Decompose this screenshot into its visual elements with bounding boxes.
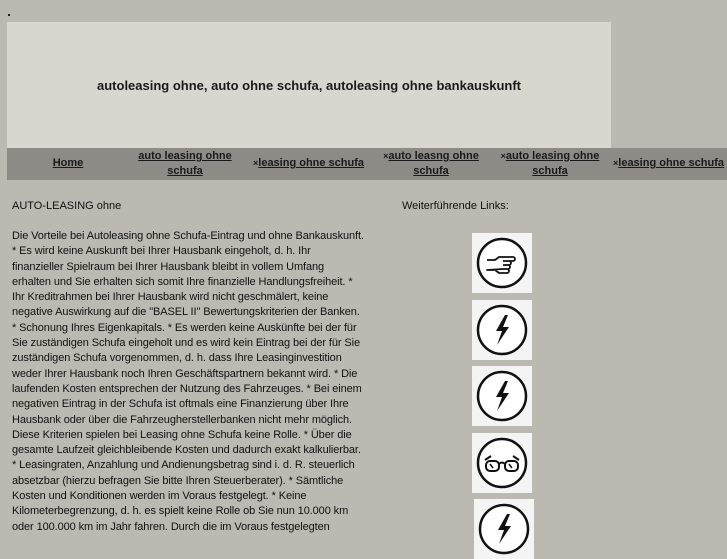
bullet-icon: × [500, 151, 506, 161]
nav-link-auto-leasng-ohne-schufa[interactable] [383, 149, 479, 179]
page-title: autoleasing ohne, auto ohne schufa, autoleasing ohne bankauskunft [97, 77, 521, 93]
content-body-text: Die Vorteile bei Autoleasing ohne Schufa-Eintrag und ohne Bankauskunft. * Es wird keine Auskunft bei Ihrer Hausbank eingeholt, d. h. Ihr finanzieller Spielraum bei Ihrer Hausbank bleibt in vollem Umfang erhalten und Sie erhalten sich somit Ihre finanzielle Handlungsfreiheit. * Ihr Kreditrahmen bei Ihrer Hausbank wird nicht geschmälert, keine negative Auswirkung auf die "BASEL II" Bewertungskriterien der Banken. * Schonung Ihres Eigenkapitals. * Es werden keine Auskünfte bei der für Sie zuständigen Schufa eingeholt und es wird kein Eintrag bei der für Sie zuständigen Schufa vorgenommen, d. h. dass Ihre Leasinginvestition weder Ihrer Hausbank noch Ihren Geschäftspartnern bekannt wird. * Die laufenden Kosten entsprechen der Nutzung des Fahrzeuges. * Bei einem negativen Eintrag in der Schufa ist oftmals eine Finanzierung über Ihre Hausbank oder über die Fahrzeugherstellerbanken nicht mehr möglich. Diese Kriterien spielen bei Leasing ohne Schufa keine Rolle. * Über die gesamte Laufzeit gleichbleibende Kosten und dadurch exakt kalkulierbar. * Leasingraten, Anzahlung und Andienungsbetrag sind i. d. R. steuerlich absetzbar (hierzu befragen Sie bitte Ihren Steuerberater). * Sämtliche Kosten und Konditionen werden im Voraus festgelegt. * Keine Kilometerbegrenzung, d. h. es spielt keine Rolle ob Sie nun 10.000 km oder 100.000 km im Jahr fahren. Durch die im Voraus festgelegten [12, 230, 364, 533]
glasses-icon [475, 436, 529, 490]
nav-link-label: auto leasing ohne schufa [138, 150, 232, 177]
nav-link-label: Home [52, 157, 84, 169]
bullet-icon: × [613, 158, 619, 168]
lightning-icon [475, 303, 529, 357]
link-lightning-2[interactable] [472, 366, 532, 426]
pointing-hand-icon [475, 236, 529, 290]
bullet-icon: × [253, 158, 259, 168]
content-heading: AUTO-LEASING ohne [12, 200, 122, 212]
nav-link-label: leasing ohne schufa [618, 157, 725, 169]
nav-link-label: auto leasing ohne schufa [505, 150, 600, 177]
nav-link-leasing-ohne-schufa[interactable] [253, 156, 365, 171]
nav-link-auto-leasing-ohne-schufa[interactable] [135, 149, 235, 179]
nav-link-auto-leasing-ohne-schufa-2[interactable] [499, 149, 601, 179]
nav-link-label: auto leasng ohne schufa [388, 150, 479, 177]
links-heading: Weiterführende Links: [402, 200, 509, 212]
nav-link-home[interactable] [51, 156, 85, 171]
stray-dot [8, 14, 10, 16]
bullet-icon: × [383, 151, 389, 161]
lightning-icon [477, 502, 531, 556]
lightning-icon [475, 369, 529, 423]
header-banner [7, 22, 611, 148]
nav-link-leasing-ohne-schufa-2[interactable] [613, 156, 727, 171]
nav-link-label: leasing ohne schufa [258, 157, 365, 169]
link-lightning-1[interactable] [472, 300, 532, 360]
link-lightning-3[interactable] [474, 499, 534, 559]
nav-bar [7, 148, 727, 180]
link-pointing-hand[interactable] [472, 233, 532, 293]
link-glasses[interactable] [472, 433, 532, 493]
